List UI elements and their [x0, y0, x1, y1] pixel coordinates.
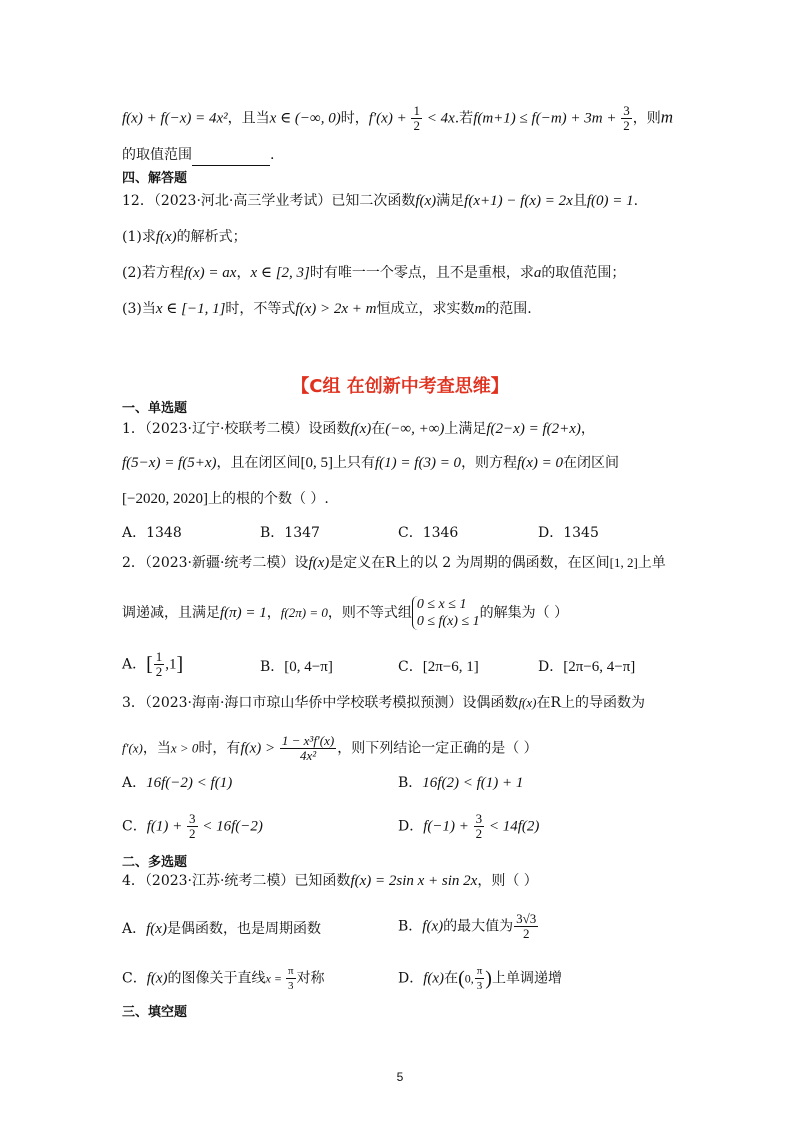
math-expr: f(x) > 2x + m	[295, 301, 377, 317]
math-expr: x ∈ [−1, 1]	[155, 301, 226, 317]
text: ，则不等式组	[327, 605, 412, 621]
q2-option-a[interactable]: A．[ $\frac{1}{2}$ ,1]	[122, 649, 184, 679]
text: 时，不等式	[225, 301, 296, 317]
math-expr: [1, 2]	[609, 555, 638, 570]
fraction: $\frac{\text{1 − x³f′(x)}}{\text{4x²}}$	[281, 733, 335, 763]
math-expr: f(x+1) − f(x) = 2x	[464, 193, 573, 209]
q2-option-d[interactable]: D．[2π−6, 4−π]	[538, 659, 636, 675]
math-expr: f(x) >	[240, 740, 279, 757]
math-expr: x ∈ [2, 3]	[250, 265, 310, 281]
q1-stem-1	[122, 418, 595, 440]
q4-option-d[interactable]: D．f(x)在(0, $\frac{\pi}{3}$ )上单调递增	[398, 965, 562, 992]
text: ，则（ ）	[477, 873, 538, 889]
math-expr: f(x)	[308, 555, 330, 571]
q12-stem	[122, 190, 638, 212]
text: (3)当	[122, 301, 156, 317]
text: 上满足	[444, 421, 487, 437]
math-expr: f(x) = 2sin x + sin 2x	[350, 873, 478, 889]
q1-option-c[interactable]: C．1346	[398, 525, 459, 541]
text: 调递减，且满足	[122, 605, 220, 621]
section-heading-single-choice: 一、单选题	[122, 401, 188, 416]
text: 3．（2023·海南·海口市琼山华侨中学校联考模拟预测）设偶函数	[122, 695, 519, 711]
fraction: $\frac{3}{2}$	[475, 811, 483, 841]
text: 的解析式；	[176, 229, 247, 245]
q4-option-c[interactable]: C．f(x)的图像关于直线x = $\frac{\pi}{3}$ 对称	[122, 965, 325, 992]
text: 12．（2023·河北·高三学业考试）已知二次函数	[122, 193, 416, 209]
math-expr: x > 0	[170, 740, 199, 756]
text: ，则方程	[461, 455, 518, 471]
math-expr: f(x) = 0	[517, 455, 563, 471]
text: ，则下列结论一定正确的是（ ）	[337, 740, 538, 757]
q12-part1	[122, 226, 247, 248]
text: 时有唯一一个零点，且不是重根，求	[309, 265, 534, 281]
fraction: $\frac{1}{2}$	[155, 649, 163, 679]
math-expr: f(x)	[518, 695, 537, 710]
q3-stem-1	[122, 692, 645, 714]
math-expr: f(m+1) ≤ f(−m) + 3m +	[473, 110, 621, 127]
q11-range-line	[122, 144, 274, 166]
fraction: $\frac{3}{2}$	[189, 811, 196, 841]
q3-option-b[interactable]: B．16f(2) < f(1) + 1	[398, 775, 524, 791]
math-var: m	[474, 301, 486, 317]
text: 在	[371, 421, 386, 437]
q3-option-d[interactable]: D．f(−1) + $\frac{3}{2}$ < 14f(2)	[398, 811, 540, 841]
math-var: m	[660, 107, 674, 127]
text: 的范围.	[485, 301, 532, 317]
math-expr: f(1) = f(3) = 0	[375, 455, 462, 471]
math-expr: f(x)	[155, 229, 177, 245]
q1-stem-3	[122, 488, 329, 510]
math-expr: f(x) = ax	[183, 265, 237, 281]
q11-condition-line	[122, 104, 673, 133]
text: 满足	[436, 193, 465, 209]
fraction: $\frac{\pi}{3}$	[476, 965, 483, 992]
text: 上只有	[333, 455, 375, 471]
math-expr: f(2−x) = f(2+x)	[486, 421, 581, 437]
q3-stem-2	[122, 734, 538, 763]
fraction: $\frac{3}{2}$	[623, 103, 630, 133]
math-expr: f(0) = 1	[586, 193, 634, 209]
text: 的取值范围；	[541, 265, 626, 281]
q4-option-b[interactable]: B．f(x)的最大值为 $\frac{3√3}{2}$	[398, 911, 537, 941]
text: 恒成立，求实数	[376, 301, 475, 317]
q2-option-c[interactable]: C．[2π−6, 1]	[398, 659, 479, 675]
text: .若	[454, 110, 474, 127]
group-c-title: 【C组 在创新中考查思维】	[291, 376, 509, 397]
text: 时，	[340, 110, 369, 127]
text: ，	[266, 605, 281, 621]
section-heading-multi-choice: 二、多选题	[122, 855, 188, 870]
text: 且	[572, 193, 587, 209]
text: ，且当	[227, 110, 270, 127]
inequality-system: 0 ≤ x ≤ 1 0 ≤ f(x) ≤ 1	[412, 596, 480, 630]
math-expr: (−∞, +∞)	[385, 421, 445, 437]
text: 2．（2023·新疆·统考二模）设	[122, 555, 309, 571]
math-var: a	[533, 265, 542, 281]
math-expr: < 4x	[422, 110, 455, 127]
q3-option-c[interactable]: C．f(1) + $\frac{3}{2}$ < 16f(−2)	[122, 811, 263, 841]
text: .	[270, 147, 275, 163]
text: 1．（2023·辽宁·校联考二模）设函数	[122, 421, 351, 437]
text: ，则	[632, 110, 661, 127]
math-expr: f(x)	[415, 193, 437, 209]
q12-part3	[122, 298, 532, 320]
text: .	[633, 193, 639, 209]
q4-option-a[interactable]: A．f(x)是偶函数，也是周期函数	[122, 921, 321, 937]
text: 上单	[637, 555, 666, 571]
text: (2)若方程	[122, 265, 184, 281]
section-heading-answer: 四、解答题	[122, 171, 188, 186]
q2-stem-1	[122, 552, 666, 574]
math-expr: [−2020, 2020]	[122, 491, 208, 507]
fraction: $\frac{\pi}{3}$	[287, 965, 294, 992]
math-expr: f′(x)	[122, 740, 143, 756]
text: 在闭区间	[563, 455, 619, 471]
text: ，	[236, 265, 251, 281]
text: 4．（2023·江苏·统考二模）已知函数	[122, 873, 351, 889]
section-heading-fill-blank: 三、填空题	[122, 1005, 188, 1020]
fraction: $\frac{3√3}{2}$	[516, 911, 537, 941]
math-expr: [0, 5]	[300, 455, 333, 471]
text: 是定义在R上的以 2 为周期的偶函数，在区间	[329, 555, 610, 571]
q2-option-b[interactable]: B．[0, 4−π]	[260, 659, 333, 675]
text: ，且在闭区间	[216, 455, 301, 471]
math-expr: f(x) + f(−x) = 4x²	[122, 110, 228, 127]
text: 的取值范围	[122, 147, 192, 163]
q12-part2	[122, 262, 625, 284]
math-expr: f(5−x) = f(5+x)	[122, 455, 217, 471]
math-expr: x ∈ (−∞, 0)	[269, 110, 341, 127]
text: ，	[580, 421, 595, 437]
q1-option-a[interactable]: A．1348	[122, 525, 182, 541]
q1-stem-2	[122, 452, 619, 474]
q3-option-a[interactable]: A．16f(−2) < f(1)	[122, 775, 233, 791]
text: 的解集为（ ）	[479, 605, 569, 621]
text: ，当	[142, 740, 171, 757]
math-expr: f(2π) = 0	[280, 605, 328, 620]
math-expr: f(π) = 1	[220, 605, 267, 621]
fraction: $\frac{1}{2}$	[413, 103, 420, 133]
q4-stem	[122, 870, 538, 892]
answer-blank[interactable]	[192, 151, 270, 166]
math-expr: f(x)	[350, 421, 372, 437]
text: (1)求	[122, 229, 156, 245]
text: 上的根的个数（ ）.	[207, 491, 329, 507]
page-number: 5	[396, 1070, 404, 1084]
math-expr: f′(x) +	[368, 110, 411, 127]
text: 在R上的导函数为	[536, 695, 646, 711]
text: 时，有	[198, 740, 241, 757]
q1-option-b[interactable]: B．1347	[260, 525, 320, 541]
q2-stem-2	[122, 596, 568, 630]
q1-option-d[interactable]: D．1345	[538, 525, 599, 541]
